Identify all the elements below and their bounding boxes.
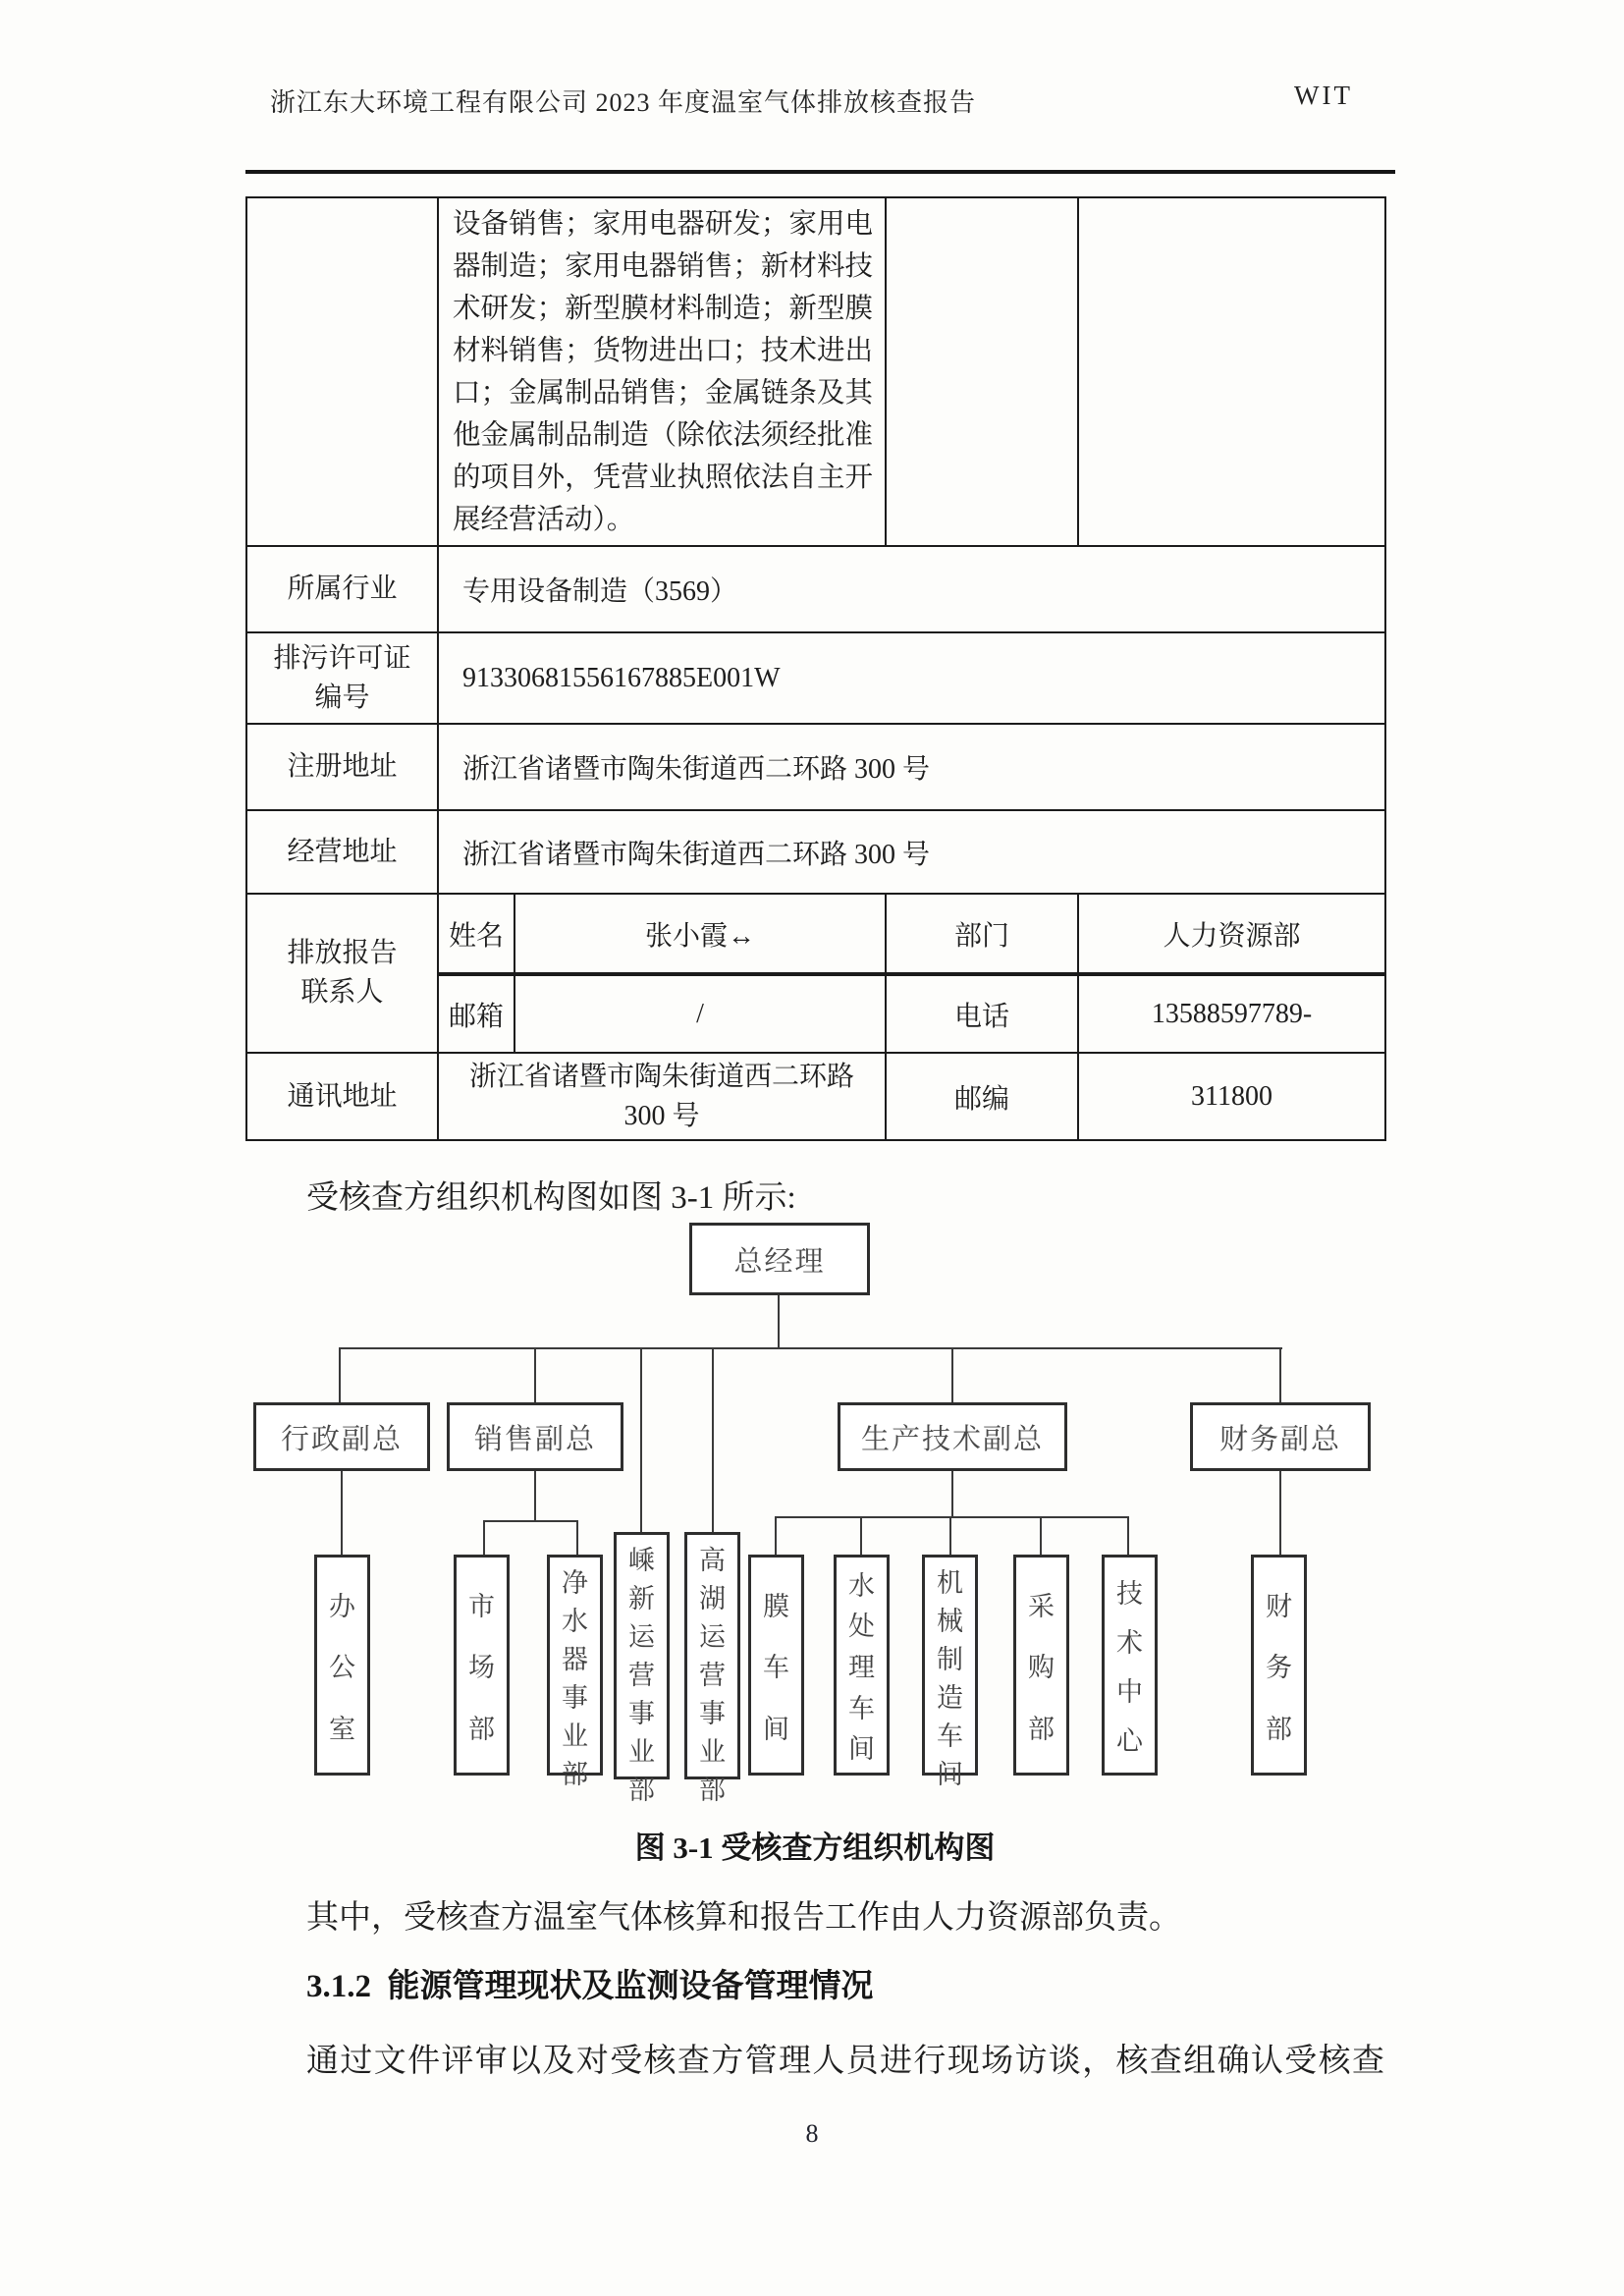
figure-caption: 图 3-1 受核查方组织机构图 [634, 1831, 996, 1865]
cell-contact-dept-value: 人力资源部 [1078, 894, 1385, 974]
cell-business-address-value: 浙江省诸暨市陶朱街道西二环路 300 号 [438, 810, 1385, 894]
org-node-marketing-dept: 市 场 部 [454, 1555, 510, 1776]
connector-line [778, 1295, 780, 1348]
connector-line [1279, 1471, 1281, 1556]
business-scope-line: 器制造；家用电器销售；新材料技 [453, 251, 874, 282]
business-scope-line: 他金属制品制造（除依法须经批准 [453, 420, 874, 451]
cell-permit-value: 91330681556167885E001W [438, 632, 1385, 724]
cell-contact-name-label: 姓名 [438, 894, 514, 974]
org-node-production-vp: 生产技术副总 [838, 1402, 1067, 1471]
org-chart-intro-paragraph: 受核查方组织机构图如图 3-1 所示: [306, 1180, 796, 1216]
cell-industry-label: 所属行业 [246, 546, 438, 632]
cell-registered-address-label: 注册地址 [246, 724, 438, 810]
connector-line [339, 1347, 1282, 1349]
org-node-sales-vp: 销售副总 [447, 1402, 623, 1471]
section-heading: 3.1.2 能源管理现状及监测设备管理情况 [306, 1969, 874, 2004]
business-scope-line: 术研发；新型膜材料制造；新型膜 [453, 294, 874, 324]
cell-contact-phone-label: 电话 [886, 974, 1078, 1053]
cell-industry-value: 专用设备制造（3569） [438, 546, 1385, 632]
connector-line [1040, 1516, 1042, 1556]
org-node-shengxin-division: 嵊 新 运 营 事 业 部 [614, 1532, 670, 1779]
connector-line [483, 1520, 578, 1522]
org-node-membrane-workshop: 膜 车 间 [748, 1555, 804, 1776]
connector-line [860, 1516, 862, 1556]
cell-zip-label: 邮编 [886, 1053, 1078, 1140]
business-scope-line: 设备销售；家用电器研发；家用电 [453, 209, 874, 240]
connector-line [951, 1471, 953, 1517]
cell-mailing-address-label: 通讯地址 [246, 1053, 438, 1140]
connector-line [775, 1516, 777, 1556]
connector-line [712, 1347, 714, 1534]
connector-line [951, 1347, 953, 1403]
body-paragraph: 通过文件评审以及对受核查方管理人员进行现场访谈，核查组确认受核查 [306, 2044, 1384, 2079]
cell-contact-phone-value: 13588597789- [1078, 974, 1385, 1053]
business-scope-line: 的项目外，凭营业执照依法自主开 [453, 463, 874, 493]
permit-label-line1: 排污许可证 [273, 642, 411, 674]
cell-contact-email-label: 邮箱 [438, 974, 514, 1053]
header-right-text: WIT [1294, 81, 1353, 110]
connector-line [339, 1347, 341, 1403]
page-number: 8 [805, 2119, 819, 2148]
business-scope-line: 口；金属制品销售；金属链条及其 [453, 378, 874, 409]
connector-line [640, 1347, 642, 1534]
cell-registered-address-value: 浙江省诸暨市陶朱街道西二环路 300 号 [438, 724, 1385, 810]
connector-line [341, 1471, 343, 1556]
connector-line [534, 1471, 536, 1521]
contact-label-line1: 排放报告 [287, 938, 398, 968]
mailing-address-line1: 浙江省诸暨市陶朱街道西二环路 [469, 1061, 855, 1092]
cell-contact-dept-label: 部门 [886, 894, 1078, 974]
business-scope-line: 材料销售；货物进出口；技术进出 [453, 336, 874, 366]
connector-line [1279, 1347, 1281, 1403]
connector-line [775, 1516, 1129, 1518]
org-node-finance-dept: 财 务 部 [1251, 1555, 1307, 1776]
org-node-water-workshop: 水 处 理 车 间 [834, 1555, 890, 1776]
org-node-finance-vp: 财务副总 [1190, 1402, 1371, 1471]
mailing-address-line2: 300 号 [623, 1100, 700, 1131]
connector-line [949, 1516, 951, 1556]
contact-label-line2: 联系人 [300, 977, 384, 1008]
org-node-general-manager: 总经理 [689, 1223, 870, 1295]
org-node-office: 办 公 室 [314, 1555, 370, 1776]
cell-business-address-label: 经营地址 [246, 810, 438, 894]
org-node-gaohu-division: 高 湖 运 营 事 业 部 [684, 1532, 740, 1779]
org-node-technology-center: 技 术 中 心 [1102, 1555, 1158, 1776]
cell-contact-email-value: / [514, 974, 886, 1053]
permit-label-line2: 编号 [314, 682, 370, 713]
cell-contact-name-value: 张小霞↔ [514, 894, 886, 974]
connector-line [1127, 1516, 1129, 1556]
connector-line [483, 1520, 485, 1556]
org-node-purifier-division: 净 水 器 事 业 部 [547, 1555, 603, 1776]
header-title: 浙江东大环境工程有限公司 2023 年度温室气体排放核查报告 [270, 88, 977, 117]
org-node-admin-vp: 行政副总 [253, 1402, 430, 1471]
connector-line [534, 1347, 536, 1403]
org-node-machinery-workshop: 机 械 制 造 车 间 [922, 1555, 978, 1776]
org-node-procurement-dept: 采 购 部 [1013, 1555, 1069, 1776]
connector-line [576, 1520, 578, 1556]
cell-zip-value: 311800 [1078, 1053, 1385, 1140]
responsibility-paragraph: 其中，受核查方温室气体核算和报告工作由人力资源部负责。 [306, 1900, 1181, 1936]
business-scope-line: 展经营活动）。 [453, 505, 635, 535]
